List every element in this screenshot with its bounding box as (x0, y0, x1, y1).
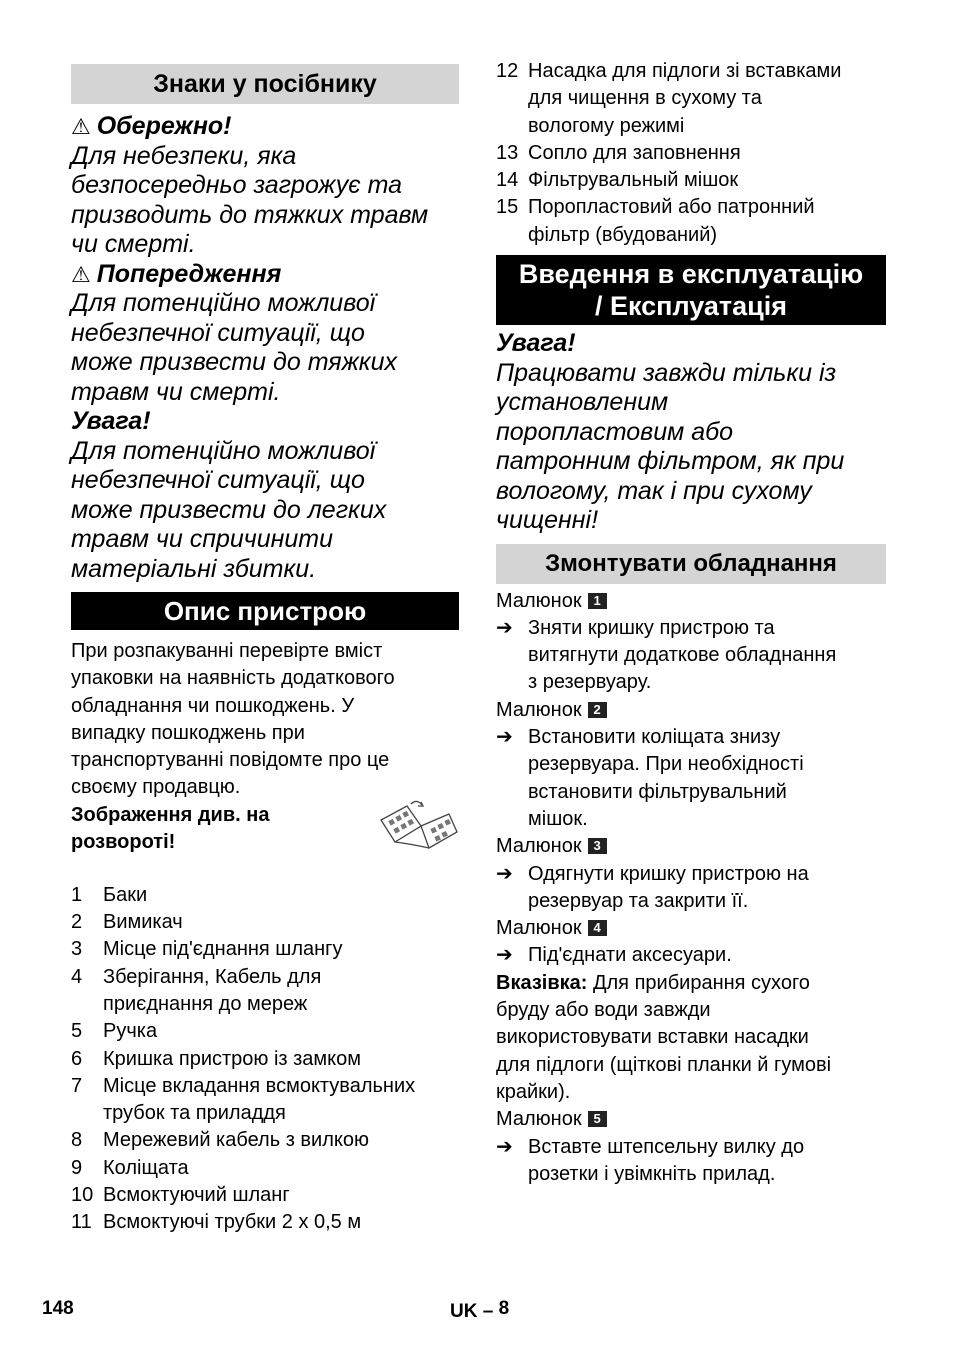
part-text (103, 964, 321, 1019)
arrow-right-icon: ➔ (496, 1135, 513, 1158)
part-number: 12 (496, 60, 519, 82)
images-note-row (71, 802, 459, 886)
attention-text-line: патронним фільтром, як при (496, 447, 845, 476)
warning-text-line: небезпечної ситуації, що (71, 318, 365, 347)
warning-title (71, 260, 459, 290)
part-text (103, 1073, 415, 1128)
note-label: Вказівка: (496, 971, 588, 994)
part-text-line: Вимикач (103, 911, 183, 934)
figure-reference (496, 697, 886, 724)
part-item (71, 936, 459, 963)
part-text (103, 1209, 361, 1236)
instruction-line: резервуара. При необхідності (528, 753, 804, 776)
note-line: крайки). (496, 1080, 571, 1103)
figure-number-badge: 1 (588, 593, 607, 609)
instruction-line: з резервуару. (528, 671, 652, 694)
figure-label: Малюнок (496, 917, 582, 940)
instruction-step (496, 861, 886, 916)
note-line: бруду або води завжди (496, 999, 711, 1022)
intro-line: своєму продавцю. (71, 776, 241, 799)
part-text-line: Місце вкладання всмоктувальних (103, 1074, 416, 1097)
part-text-line: Баки (103, 883, 148, 906)
part-text-line: Фільтрувальный мішок (528, 169, 739, 192)
instruction-text (528, 615, 836, 697)
instruction-line: мішок. (528, 807, 588, 830)
warning-title-text: Увага! (71, 407, 151, 435)
sub-page: 8 (498, 1298, 510, 1319)
warning-triangle-icon: ⚠ (71, 114, 91, 139)
part-text (103, 1182, 290, 1209)
operation-heading-line: / Експлуатація (594, 291, 788, 322)
part-number: 11 (71, 1211, 92, 1234)
part-item (71, 882, 459, 909)
part-text-line: Кришка пристрою із замком (103, 1047, 362, 1070)
part-text-line: приєднання до мереж (103, 992, 308, 1015)
figure-reference (496, 1106, 886, 1133)
warning-block (71, 260, 459, 408)
instruction-text (528, 1134, 804, 1189)
attention-block (496, 329, 886, 536)
part-number: 3 (71, 938, 83, 961)
warnings-block (71, 112, 459, 584)
footer-lang-page (450, 1298, 509, 1323)
attention-text-line: установленим (496, 388, 669, 417)
instruction-line: Одягнути кришку пристрою на (528, 862, 809, 885)
part-number: 6 (71, 1047, 83, 1070)
device-description-heading: Опис пристрою (71, 592, 459, 630)
arrow-right-icon: ➔ (496, 944, 513, 967)
figure-number-badge: 4 (588, 920, 607, 936)
note-line: для підлоги (щіткові планки й гумові (496, 1053, 832, 1076)
arrow-right-icon: ➔ (496, 726, 513, 749)
operation-heading-line: Введення в експлуатацію (518, 259, 864, 290)
instruction-line: витягнути додаткове обладнання (528, 644, 837, 667)
part-text (103, 1046, 361, 1073)
arrow-right-icon: ➔ (496, 616, 513, 639)
figure-reference (496, 833, 886, 860)
warning-block (71, 407, 459, 584)
intro-line: обладнання чи пошкоджень. У (71, 694, 355, 717)
part-number: 1 (71, 883, 83, 906)
part-number: 8 (71, 1129, 83, 1152)
instruction-line: встановити фільтрувальний (528, 780, 787, 803)
part-item (496, 167, 886, 194)
part-item (496, 194, 886, 249)
lang-code: UK (450, 1301, 478, 1322)
part-number: 10 (71, 1184, 94, 1207)
part-text (103, 1018, 157, 1045)
parts-list (71, 882, 459, 1237)
warning-triangle-icon: ⚠ (71, 261, 91, 287)
part-text-line: Мережевий кабель з вилкою (103, 1129, 369, 1152)
warning-text-line: чи смерті. (71, 230, 196, 258)
instruction-line: резервуар та закрити її. (528, 889, 749, 912)
warning-text-line: Для небезпеки, яка (71, 141, 297, 170)
left-column (71, 58, 459, 1237)
note-line: використовувати вставки насадки (496, 1026, 809, 1049)
intro-line: транспортуванні повідомте про це (71, 749, 390, 772)
part-text (528, 194, 815, 249)
part-text (528, 58, 841, 140)
part-item (496, 58, 886, 140)
instruction-step (496, 942, 886, 969)
attention-text-line: Працювати завжди тільки із (496, 358, 837, 387)
instruction-text (528, 942, 732, 969)
right-column (496, 58, 886, 1188)
part-number: 2 (71, 911, 83, 934)
part-text-line: Насадка для підлоги зі вставками (528, 60, 842, 82)
part-text (103, 1155, 189, 1182)
intro-line: випадку пошкоджень при (71, 721, 305, 744)
mount-equipment-heading: Змонтувати обладнання (496, 544, 886, 584)
intro-paragraph (71, 638, 459, 802)
instruction-step (496, 615, 886, 697)
part-text-line: Зберігання, Кабель для (103, 965, 322, 988)
part-item (71, 1127, 459, 1154)
attention-text-line: вологому, так і при сухому (496, 476, 812, 505)
part-item (71, 1046, 459, 1073)
warning-title-text: Обережно! (96, 112, 232, 140)
warning-text-line: небезпечної ситуації, що (71, 466, 365, 494)
parts-list-continued (496, 58, 886, 249)
part-text (103, 909, 183, 936)
figure-label: Малюнок (496, 698, 582, 721)
intro-line: При розпакуванні перевірте вміст (71, 640, 383, 662)
figure-reference (496, 915, 886, 942)
part-item (71, 1182, 459, 1209)
instruction-line: розетки і увімкніть прилад. (528, 1162, 776, 1185)
part-text (528, 167, 738, 194)
figure-number-badge: 3 (588, 838, 607, 854)
warning-text-line: безпосередньо загрожує та (71, 171, 403, 199)
part-text-line: вологому режимі (528, 114, 685, 137)
instruction-step (496, 1134, 886, 1189)
figure-reference (496, 588, 886, 615)
signs-heading: Знаки у посібнику (71, 64, 459, 104)
warning-text-line: травм чи спричинити (71, 525, 334, 553)
figure-label: Малюнок (496, 589, 582, 612)
instruction-line: Вставте штепсельну вилку до (528, 1135, 805, 1158)
part-number: 5 (71, 1020, 83, 1043)
warning-title-text: Попередження (96, 259, 282, 288)
part-text-line: фільтр (вбудований) (528, 223, 718, 246)
part-item (71, 909, 459, 936)
figure-number-badge: 5 (588, 1111, 607, 1127)
part-text (103, 936, 342, 963)
part-item (496, 140, 886, 167)
part-text (103, 1127, 369, 1154)
part-number: 13 (496, 141, 519, 164)
part-text-line: для чищення в сухому та (528, 87, 762, 110)
part-item (71, 1209, 459, 1236)
figure-label: Малюнок (496, 835, 582, 858)
note-first-text: Для прибирання сухого (587, 971, 810, 994)
dash: – (482, 1301, 494, 1322)
operation-heading (496, 255, 886, 325)
part-number: 9 (71, 1156, 83, 1179)
part-text-line: Всмоктуючі трубки 2 x 0,5 м (103, 1211, 362, 1234)
part-number: 4 (71, 965, 83, 988)
part-text (103, 882, 147, 909)
page-number: 148 (42, 1298, 74, 1319)
part-number: 7 (71, 1074, 83, 1097)
part-number: 15 (496, 196, 519, 219)
warning-block (71, 112, 459, 260)
part-text-line: Поропластовий або патронний (528, 196, 815, 219)
part-text-line: Всмоктуючий шланг (103, 1184, 290, 1207)
images-note-line: Зображення див. на (71, 803, 270, 826)
note-first-line (496, 970, 886, 997)
part-text-line: Місце під'єднання шлангу (103, 938, 343, 961)
attention-text-line: чищенні! (496, 506, 599, 535)
figure-number-badge: 2 (588, 702, 607, 718)
warning-text-line: травм чи смерті. (71, 377, 281, 406)
part-item (71, 1155, 459, 1182)
intro-line: упаковки на наявність додаткового (71, 667, 395, 690)
figure-label: Малюнок (496, 1108, 582, 1131)
images-note-line: розвороті! (71, 831, 176, 854)
part-text-line: Сопло для заповнення (528, 141, 741, 164)
instruction-text (528, 861, 809, 916)
arrow-right-icon: ➔ (496, 862, 513, 885)
part-item (71, 1073, 459, 1128)
warning-text-line: може призвести до легких (71, 495, 387, 524)
warning-text-line: матеріальні збитки. (71, 554, 317, 583)
instruction-line: Встановити коліщата знизу (528, 726, 781, 749)
part-text-line: трубок та приладдя (103, 1102, 286, 1125)
instruction-line: Під'єднати аксесуари. (528, 944, 732, 967)
part-item (71, 1018, 459, 1045)
instruction-line: Зняти кришку пристрою та (528, 616, 775, 639)
part-item (71, 964, 459, 1019)
instruction-text (528, 724, 804, 833)
note-block (496, 970, 886, 1106)
attention-text-line: поропластовим або (496, 417, 734, 446)
warning-title (71, 407, 459, 437)
part-text (528, 140, 741, 167)
part-text-line: Коліщата (103, 1156, 189, 1179)
attention-title: Увага! (496, 329, 576, 358)
mount-steps (496, 588, 886, 1189)
part-text-line: Ручка (103, 1020, 158, 1043)
warning-text-line: призводить до тяжких травм (71, 200, 429, 229)
warning-title (71, 112, 459, 142)
instruction-step (496, 724, 886, 833)
warning-text-line: Для потенційно можливої (71, 289, 376, 317)
warning-text-line: Для потенційно можливої (71, 436, 376, 465)
warning-text-line: може призвести до тяжких (71, 348, 398, 376)
open-book-icon (377, 798, 461, 854)
part-number: 14 (496, 169, 519, 192)
